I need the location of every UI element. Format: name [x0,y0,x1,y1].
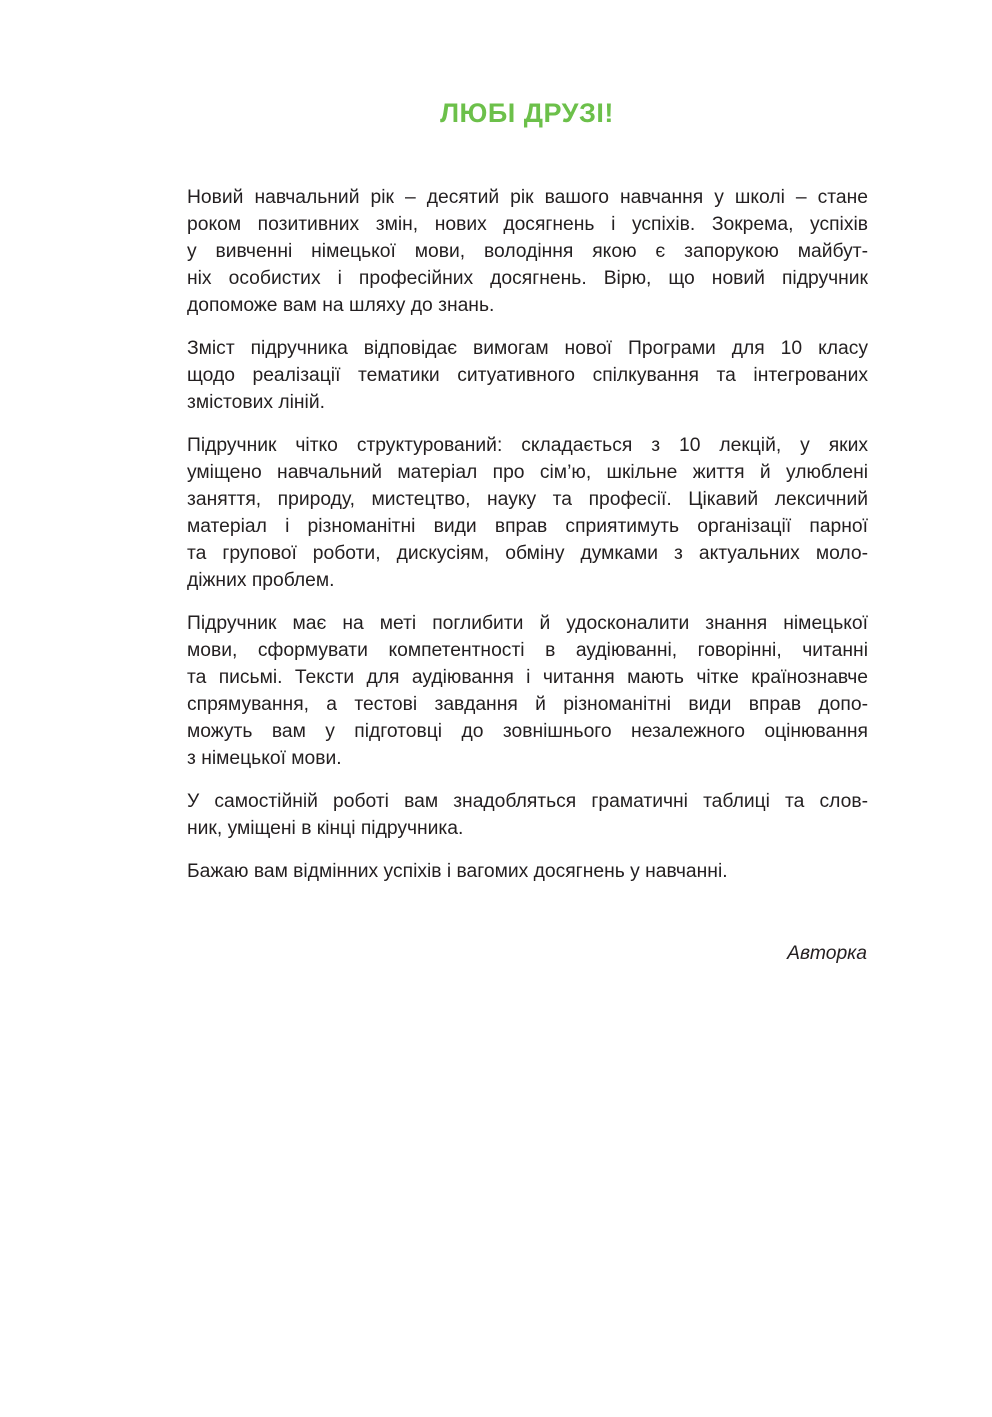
text-line: у вивченні німецької мови, володіння якою є запорукою майбут- [187,241,868,262]
text-line: заняття, природу, мистецтво, науку та професії. Цікавий лексичний [187,489,868,510]
text-line: Підручник чітко структурований: складається з 10 лекцій, у яких [187,435,868,456]
text-line: мови, сформувати компетентності в аудіюванні, говорінні, читанні [187,640,868,661]
text-line: щодо реалізації тематики ситуативного спілкування та інтегрованих [187,365,868,386]
paragraph-intro [187,184,868,319]
text-line: діжних проблем. [187,570,335,591]
text-line: У самостійній роботі вам знадобляться граматичні таблиці та слов- [187,791,868,812]
text-line: ніх особистих і професійних досягнень. Вірю, що новий підручник [187,268,868,289]
paragraph-resources [187,788,868,842]
text-line: уміщено навчальний матеріал про сім’ю, шкільне життя й улюблені [187,462,868,483]
text-line: Новий навчальний рік – десятий рік вашого навчання у школі – стане [187,187,868,208]
text-line: з німецької мови. [187,748,342,769]
paragraph-goals [187,610,868,772]
author-signature: Авторка [787,943,867,964]
paragraph-structure [187,432,868,594]
text-line: та групової роботи, дискусіям, обміну думками з актуальних моло- [187,543,868,564]
text-line: допоможе вам на шляху до знань. [187,295,495,316]
text-line: ник, уміщені в кінці підручника. [187,818,464,839]
text-line: змістових ліній. [187,392,325,413]
text-line: роком позитивних змін, нових досягнень і успіхів. Зокрема, успіхів [187,214,868,235]
body-text [187,184,868,901]
text-line: можуть вам у підготовці до зовнішнього незалежного оцінювання [187,721,868,742]
text-line: спрямування, а тестові завдання й різноманітні види вправ допо- [187,694,868,715]
text-line: Бажаю вам відмінних успіхів і вагомих досягнень у навчанні. [187,861,728,882]
text-line: Зміст підручника відповідає вимогам нової Програми для 10 класу [187,338,868,359]
paragraph-content [187,335,868,416]
page-title: ЛЮБІ ДРУЗІ! [440,98,614,128]
text-line: матеріал і різноманітні види вправ сприятимуть організації парної [187,516,868,537]
text-line: Підручник має на меті поглибити й удосконалити знання німецької [187,613,868,634]
text-line: та письмі. Тексти для аудіювання і читання мають чітке країнознавче [187,667,868,688]
paragraph-wishes [187,858,868,885]
